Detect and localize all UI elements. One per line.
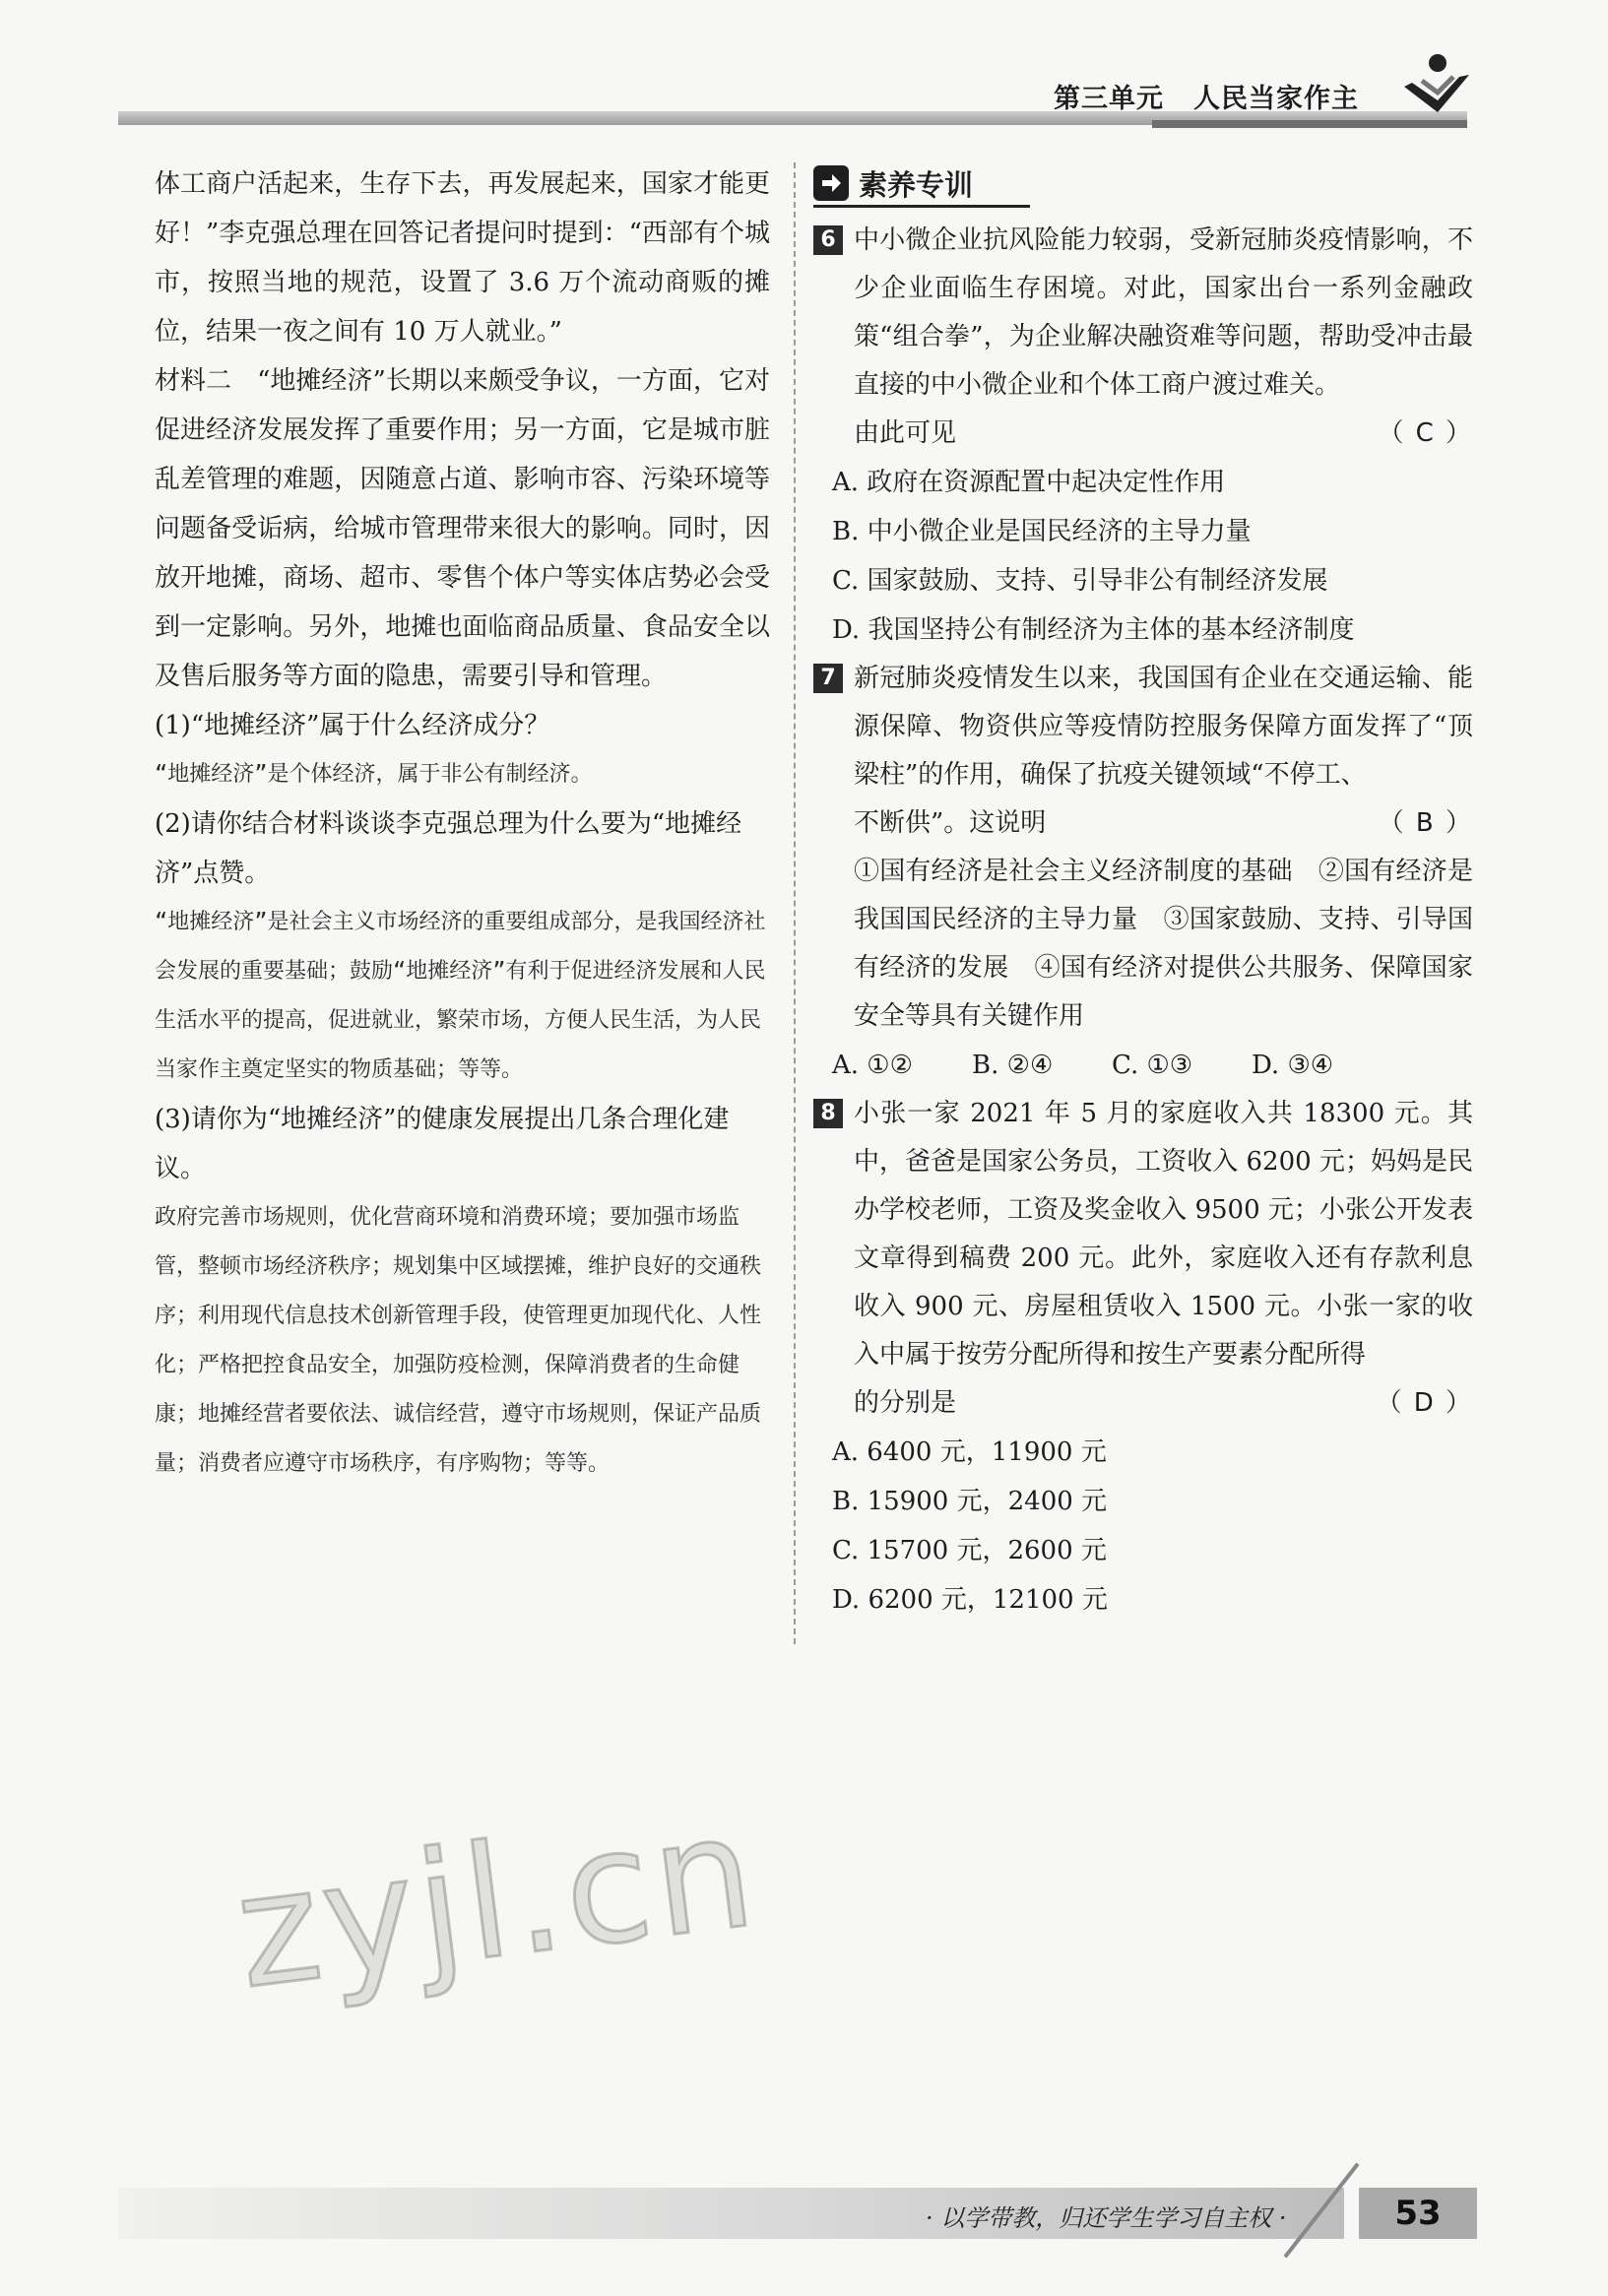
answer-line: [854, 1379, 1473, 1428]
statements: ①国有经济是社会主义经济制度的基础 ②国有经济是我国国民经济的主导力量 ③国家鼓励、支持、引导国有经济的发展 ④国有经济对提供公共服务、保障国家安全等具有关键作用: [854, 857, 1473, 1031]
question-number: 7: [813, 664, 843, 693]
question-stem: 中小微企业抗风险能力较弱，受新冠肺炎疫情影响，不少企业面临生存困境。对此，国家出台一系列金融政策“组合拳”，为企业解决融资难等问题，帮助受冲击最直接的中小微企业和个体工商户渡过难关。: [854, 225, 1473, 400]
left-column: [155, 159, 770, 1489]
question-number: 6: [813, 225, 843, 255]
option-c: C. 国家鼓励、支持、引导非公有制经济发展: [832, 566, 1328, 596]
answer-2: “地摊经济”是社会主义市场经济的重要组成部分，是我国经济社会发展的重要基础；鼓励“地摊经济”有利于促进经济发展和人民生活水平的提高，促进就业，繁荣市场，方便人民生活，为人民当家作主奠定坚实的物质基础；等等。: [155, 910, 766, 1082]
running-header: [1054, 77, 1369, 115]
option-b: B. 15900 元，2400 元: [832, 1487, 1108, 1516]
question-6: [813, 217, 1473, 458]
page-number: 53: [1359, 2188, 1477, 2239]
material-two: 材料二 “地摊经济”长期以来颇受争议，一方面，它对促进经济发展发挥了重要作用；另一方面，它是城市脏乱差管理的难题，因随意占道、影响市容、污染环境等问题备受诟病，给城市管理带来很大的影响。同时，因放开地摊，商场、超市、零售个体户等实体店势必会受到一定影响。另外，地摊也面临商品质量、食品安全以及售后服务等方面的隐患，需要引导和管理。: [155, 366, 770, 691]
answer-choice: （ D ）: [1376, 1388, 1473, 1418]
column-divider: [794, 162, 796, 1644]
question-1: (1)“地摊经济”属于什么经济成分？: [155, 711, 550, 740]
unit-title: 人民当家作主: [1193, 84, 1359, 114]
question-3: (3)请你为“地摊经济”的健康发展提出几条合理化建议。: [155, 1105, 730, 1183]
answer-choice: （ B ）: [1378, 808, 1473, 838]
answer-1: “地摊经济”是个体经济，属于非公有制经济。: [155, 762, 593, 787]
right-column: [813, 159, 1473, 1625]
reader-logo-icon: [1396, 47, 1475, 126]
question-2: (2)请你结合材料谈谈李克强总理为什么要为“地摊经济”点赞。: [155, 809, 742, 888]
section-title: 素养专训: [859, 168, 974, 202]
material-one-tail: 体工商户活起来，生存下去，再发展起来，国家才能更好！”李克强总理在回答记者提问时提到：“西部有个城市，按照当地的规范，设置了 3.6 万个流动商贩的摊位，结果一夜之间有 10 万人就业。”: [155, 169, 770, 347]
question-stem: 新冠肺炎疫情发生以来，我国国有企业在交通运输、能源保障、物资供应等疫情防控服务保障方面发挥了“顶梁柱”的作用，确保了抗疫关键领域“不停工、: [854, 664, 1473, 790]
stem-end: 由此可见: [854, 418, 957, 448]
option-d: D. ③④: [1252, 1051, 1334, 1080]
option-a: A. 政府在资源配置中起决定性作用: [832, 468, 1226, 497]
watermark: zyjl.cn: [226, 1780, 767, 2024]
option-c: C. ①③: [1112, 1051, 1193, 1080]
option-c: C. 15700 元，2600 元: [832, 1536, 1107, 1565]
stem-end: 不断供”。这说明: [854, 808, 1047, 838]
arrow-icon: [813, 165, 849, 201]
unit-label: 第三单元: [1054, 84, 1164, 114]
answer-choice: （ C ）: [1378, 418, 1473, 448]
option-b: B. ②④: [972, 1051, 1054, 1080]
option-d: D. 我国坚持公有制经济为主体的基本经济制度: [832, 615, 1355, 645]
section-underline: [813, 205, 1030, 208]
question-number: 8: [813, 1099, 843, 1128]
options-row: [813, 1041, 1473, 1090]
option-d: D. 6200 元，12100 元: [832, 1585, 1108, 1615]
section-header: [813, 159, 1473, 209]
question-7: [813, 655, 1473, 1041]
question-8: [813, 1090, 1473, 1428]
question-stem: 小张一家 2021 年 5 月的家庭收入共 18300 元。其中，爸爸是国家公务员，工资收入 6200 元；妈妈是民办学校老师，工资及奖金收入 9500 元；小张公开发表文章得到稿费 200 元。此外，家庭收入还有存款利息收入 900 元、房屋租赁收入 1500 元。小张一家的收入中属于按劳分配所得和按生产要素分配所得: [854, 1099, 1473, 1370]
option-a: A. ①②: [832, 1051, 913, 1080]
answer-line: [854, 799, 1473, 848]
footer-slogan: · 以学带教，归还学生学习自主权 ·: [926, 2204, 1287, 2232]
answer-line: [854, 410, 1473, 458]
answer-3: 政府完善市场规则，优化营商环境和消费环境；要加强市场监管，整顿市场经济秩序；规划集中区域摆摊，维护良好的交通秩序；利用现代信息技术创新管理手段，使管理更加现代化、人性化；严格把控食品安全，加强防疫检测，保障消费者的生命健康；地摊经营者要依法、诚信经营，遵守市场规则，保证产品质量；消费者应遵守市场秩序，有序购物；等等。: [155, 1205, 762, 1476]
option-b: B. 中小微企业是国民经济的主导力量: [832, 517, 1252, 546]
option-a: A. 6400 元，11900 元: [832, 1437, 1107, 1467]
stem-end: 的分别是: [854, 1388, 957, 1418]
